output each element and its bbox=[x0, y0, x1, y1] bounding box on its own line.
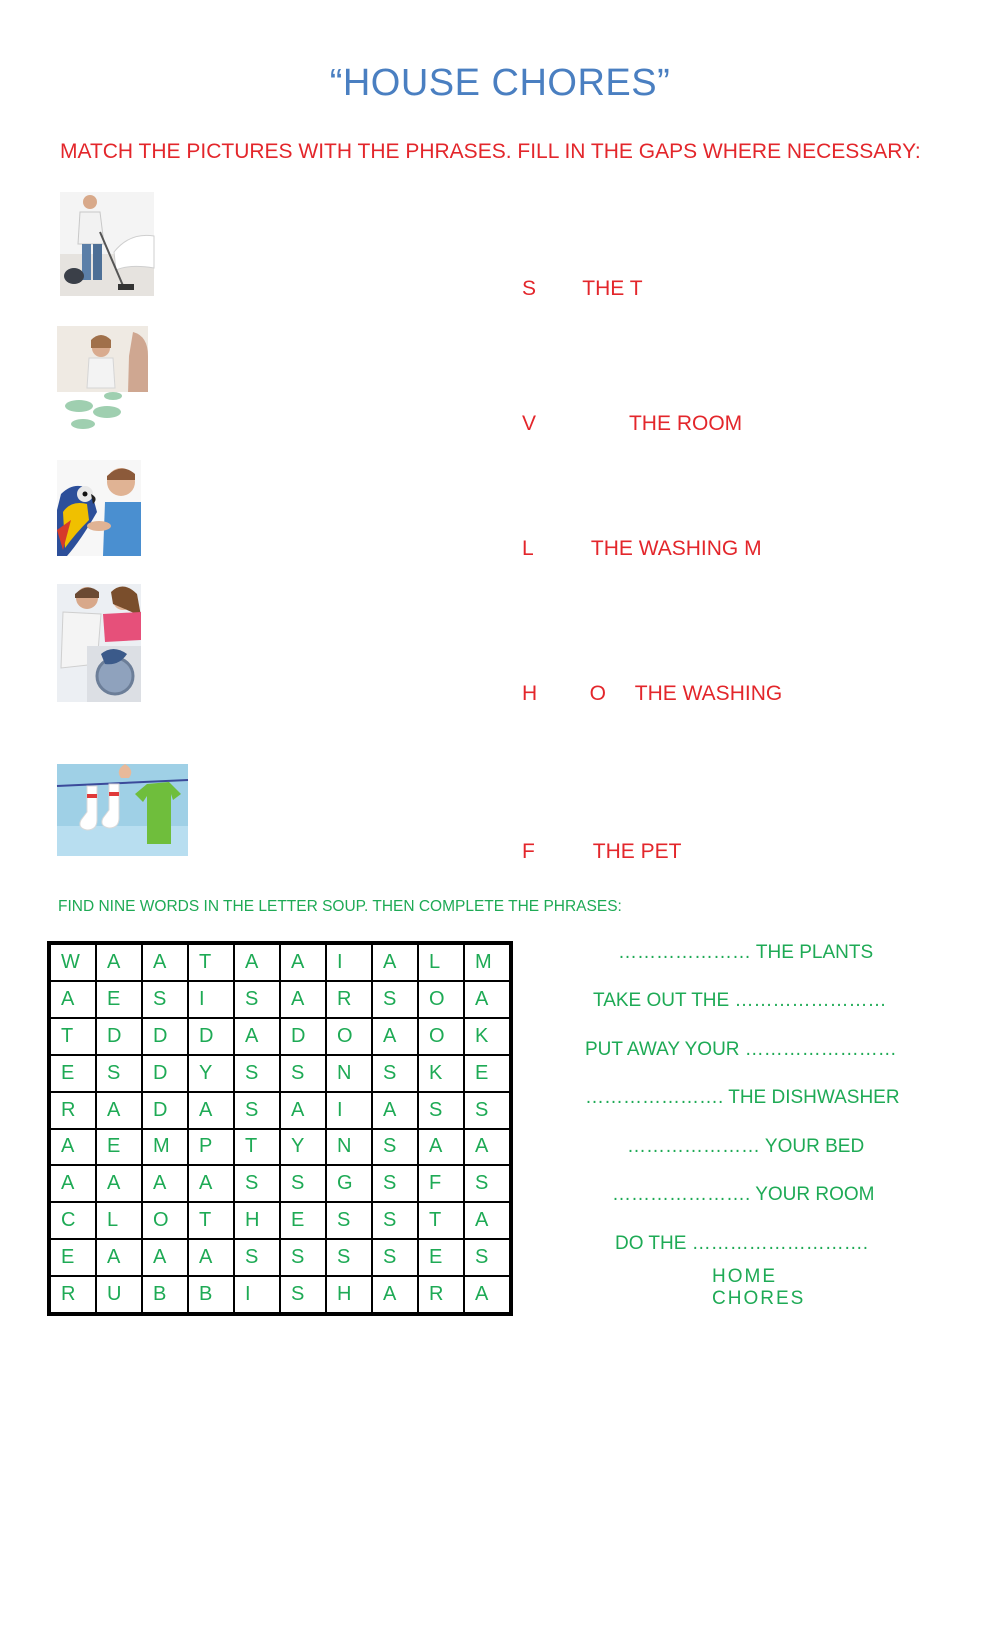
gap-phrase-7: DO THE ………………………. bbox=[615, 1233, 868, 1254]
soup-cell: U bbox=[96, 1276, 142, 1313]
soup-cell: A bbox=[280, 944, 326, 981]
soup-cell: S bbox=[142, 981, 188, 1018]
soup-cell: S bbox=[372, 1239, 418, 1276]
letter-soup-grid bbox=[47, 941, 513, 1316]
soup-cell: A bbox=[464, 1202, 510, 1239]
soup-cell: E bbox=[96, 981, 142, 1018]
soup-cell: A bbox=[280, 1092, 326, 1129]
soup-cell: B bbox=[142, 1276, 188, 1313]
soup-cell: S bbox=[234, 1092, 280, 1129]
soup-cell: S bbox=[280, 1239, 326, 1276]
soup-cell: R bbox=[418, 1276, 464, 1313]
soup-cell: O bbox=[418, 981, 464, 1018]
soup-cell: A bbox=[188, 1239, 234, 1276]
soup-cell: D bbox=[142, 1018, 188, 1055]
soup-cell: S bbox=[418, 1092, 464, 1129]
soup-cell: Y bbox=[188, 1055, 234, 1092]
soup-cell: M bbox=[464, 944, 510, 981]
soup-cell: L bbox=[418, 944, 464, 981]
soup-cell: A bbox=[372, 1018, 418, 1055]
soup-cell: E bbox=[96, 1129, 142, 1166]
soup-cell: A bbox=[96, 1092, 142, 1129]
soup-cell: S bbox=[326, 1239, 372, 1276]
soup-instruction: FIND NINE WORDS IN THE LETTER SOUP. THEN COMPLETE THE PHRASES: bbox=[58, 898, 622, 915]
soup-cell: A bbox=[96, 1165, 142, 1202]
phrase-3: L THE WASHING M bbox=[522, 537, 762, 560]
soup-cell: S bbox=[280, 1165, 326, 1202]
soup-cell: S bbox=[234, 1165, 280, 1202]
gap-phrase-6: …………………. YOUR ROOM bbox=[612, 1184, 875, 1205]
soup-cell: S bbox=[372, 1165, 418, 1202]
soup-cell: A bbox=[280, 981, 326, 1018]
soup-cell: P bbox=[188, 1129, 234, 1166]
soup-cell: S bbox=[372, 1202, 418, 1239]
page-title: “HOUSE CHORES” bbox=[329, 62, 671, 104]
picture-laying-table bbox=[57, 326, 148, 431]
soup-cell: R bbox=[326, 981, 372, 1018]
soup-cell: H bbox=[234, 1202, 280, 1239]
soup-cell: S bbox=[326, 1202, 372, 1239]
soup-cell: S bbox=[280, 1276, 326, 1313]
soup-cell: W bbox=[50, 944, 96, 981]
soup-cell: I bbox=[326, 1092, 372, 1129]
soup-cell: C bbox=[50, 1202, 96, 1239]
soup-cell: A bbox=[142, 1239, 188, 1276]
soup-cell: D bbox=[280, 1018, 326, 1055]
soup-cell: F bbox=[418, 1165, 464, 1202]
soup-cell: A bbox=[372, 944, 418, 981]
soup-cell: S bbox=[280, 1055, 326, 1092]
phrase-2: V THE ROOM bbox=[522, 412, 743, 435]
gap-phrase-2: TAKE OUT THE …………………… bbox=[593, 990, 887, 1011]
soup-cell: N bbox=[326, 1129, 372, 1166]
soup-cell: D bbox=[142, 1092, 188, 1129]
soup-cell: I bbox=[188, 981, 234, 1018]
soup-cell: S bbox=[234, 981, 280, 1018]
gap-phrase-4: …………………. THE DISHWASHER bbox=[585, 1087, 900, 1108]
soup-cell: E bbox=[418, 1239, 464, 1276]
picture-hanging-washing bbox=[57, 764, 188, 856]
picture-loading-washing-machine bbox=[57, 584, 141, 702]
soup-cell: D bbox=[142, 1055, 188, 1092]
soup-cell: A bbox=[142, 1165, 188, 1202]
gap-phrase-5: ………………… YOUR BED bbox=[627, 1136, 865, 1157]
soup-cell: A bbox=[234, 944, 280, 981]
soup-cell: T bbox=[234, 1129, 280, 1166]
soup-cell: S bbox=[464, 1165, 510, 1202]
soup-cell: S bbox=[96, 1055, 142, 1092]
phrase-4: H O THE WASHING bbox=[522, 682, 783, 705]
soup-cell: H bbox=[326, 1276, 372, 1313]
soup-cell: L bbox=[96, 1202, 142, 1239]
soup-cell: D bbox=[96, 1018, 142, 1055]
picture-feeding-parrot bbox=[57, 460, 141, 556]
soup-cell: T bbox=[50, 1018, 96, 1055]
soup-cell: B bbox=[188, 1276, 234, 1313]
soup-cell: A bbox=[50, 1165, 96, 1202]
soup-cell: A bbox=[50, 981, 96, 1018]
soup-cell: Y bbox=[280, 1129, 326, 1166]
soup-cell: S bbox=[234, 1055, 280, 1092]
soup-cell: S bbox=[464, 1092, 510, 1129]
gap-phrase-1: ………………… THE PLANTS bbox=[618, 942, 874, 963]
soup-cell: A bbox=[142, 944, 188, 981]
soup-cell: N bbox=[326, 1055, 372, 1092]
gap-phrase-3: PUT AWAY YOUR …………………… bbox=[585, 1039, 897, 1060]
soup-cell: O bbox=[326, 1018, 372, 1055]
soup-cell: R bbox=[50, 1092, 96, 1129]
soup-cell: A bbox=[234, 1018, 280, 1055]
match-instruction: MATCH THE PICTURES WITH THE PHRASES. FILL IN THE GAPS WHERE NECESSARY: bbox=[60, 140, 921, 163]
soup-cell: A bbox=[96, 944, 142, 981]
soup-cell: A bbox=[418, 1129, 464, 1166]
soup-cell: S bbox=[372, 1129, 418, 1166]
soup-cell: T bbox=[188, 1202, 234, 1239]
cut-off-text bbox=[712, 1266, 860, 1309]
soup-cell: K bbox=[464, 1018, 510, 1055]
soup-cell: S bbox=[372, 981, 418, 1018]
soup-cell: E bbox=[464, 1055, 510, 1092]
phrase-5: F THE PET bbox=[522, 840, 682, 863]
cut-off-text-label: HOME CHORES bbox=[712, 1266, 806, 1309]
soup-cell: O bbox=[418, 1018, 464, 1055]
phrase-1: S THE T bbox=[522, 277, 643, 300]
soup-cell: A bbox=[96, 1239, 142, 1276]
soup-cell: A bbox=[464, 981, 510, 1018]
soup-cell: A bbox=[372, 1092, 418, 1129]
soup-cell: A bbox=[464, 1276, 510, 1313]
soup-cell: I bbox=[326, 944, 372, 981]
soup-cell: K bbox=[418, 1055, 464, 1092]
soup-cell: G bbox=[326, 1165, 372, 1202]
soup-cell: S bbox=[234, 1239, 280, 1276]
soup-cell: O bbox=[142, 1202, 188, 1239]
soup-cell: E bbox=[50, 1239, 96, 1276]
soup-cell: A bbox=[372, 1276, 418, 1313]
soup-cell: E bbox=[280, 1202, 326, 1239]
soup-cell: T bbox=[188, 944, 234, 981]
soup-cell: E bbox=[50, 1055, 96, 1092]
picture-vacuuming bbox=[60, 192, 154, 296]
soup-cell: A bbox=[50, 1129, 96, 1166]
soup-cell: S bbox=[372, 1055, 418, 1092]
soup-cell: S bbox=[464, 1239, 510, 1276]
soup-cell: I bbox=[234, 1276, 280, 1313]
soup-cell: D bbox=[188, 1018, 234, 1055]
soup-cell: A bbox=[464, 1129, 510, 1166]
soup-cell: R bbox=[50, 1276, 96, 1313]
soup-cell: A bbox=[188, 1165, 234, 1202]
soup-cell: M bbox=[142, 1129, 188, 1166]
soup-cell: A bbox=[188, 1092, 234, 1129]
soup-cell: T bbox=[418, 1202, 464, 1239]
